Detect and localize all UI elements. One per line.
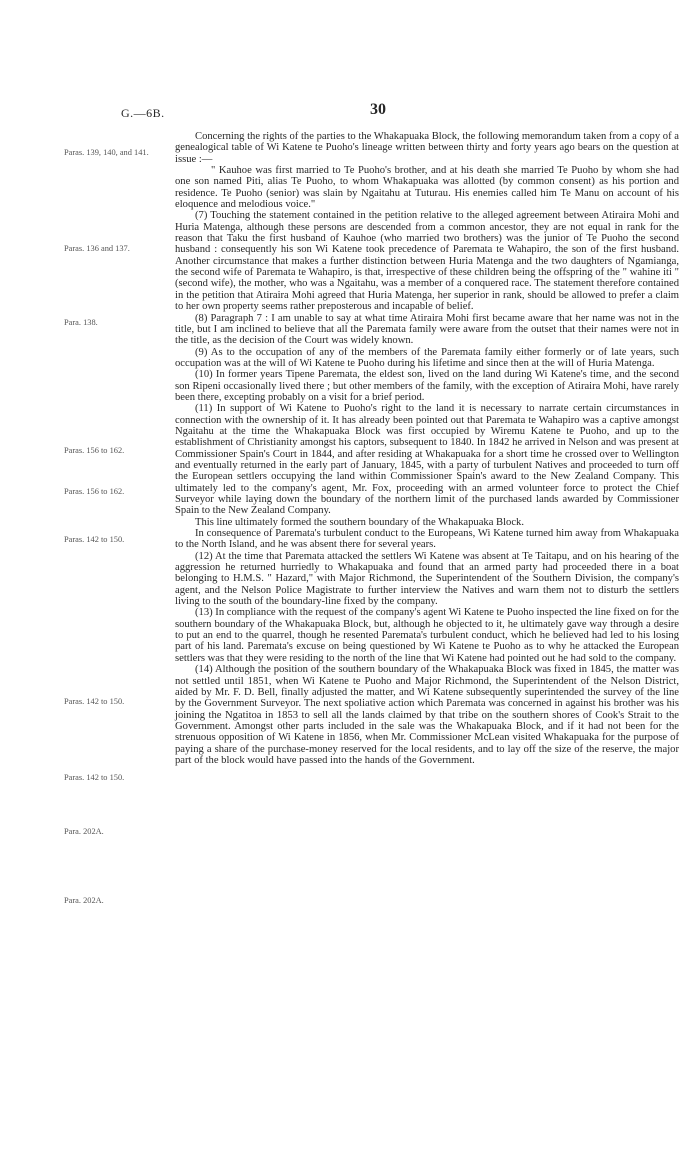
margin-note: Para. 202A. <box>64 896 104 905</box>
paragraph-12: (12) At the time that Paremata attacked the settlers Wi Katene was absent at Te Taitapu, and on his hearing of the aggression he returned hurriedly to Whakapuaka and found that an armed party had proceeded there in a boat belonging to H.M.S. " Hazard," with Major Richmond, the Superintendent of the Southern Division, the company's agent, and the Nelson Police Magistrate to further interview the Natives and warn them not to disturb the settlers living to the south of the boundary-line fixed by the company. <box>175 550 679 608</box>
margin-note: Paras. 156 to 162. <box>64 487 125 496</box>
margin-note: Paras. 136 and 137. <box>64 244 130 253</box>
margin-note: Paras. 142 to 150. <box>64 697 125 706</box>
margin-note: Para. 138. <box>64 318 98 327</box>
paragraph-10: (10) In former years Tipene Paremata, the eldest son, lived on the land during Wi Katene's time, and the second son Ripeni occasionally lived there ; but other members of the family, with the exception of Atiraira Mohi, have rarely been there, excepting probably on a visit for a brief period. <box>175 369 679 403</box>
margin-note: Paras. 142 to 150. <box>64 535 125 544</box>
paragraph-7: (7) Touching the statement contained in the petition relative to the alleged agreement between Atiraira Mohi and Huria Matenga, although these persons are descended from a common ancestor, they are not equal in rank for the reason that Taku the first husband of Kauhoe (who married two brothers) was the junior of Te Puoho the second husband : consequently his son Wi Katene took precedence of Paremata te Wahapiro, the son of the first husband. Another circumstance that makes a further distinction between Huria Matenga and the two daughters of Ngamianga, the second wife of Paremata te Wahapiro, is that, irrespective of these children being the offspring of the " wahine iti " (second wife), the mother, who was a Ngaitahu, was a member of a conquered race. The statement therefore contained in the petition that Atiraira Mohi agreed that Huria Matenga, her superior in rank, should be allowed to prefer a claim to her own property seems rather preposterous and incapable of belief. <box>175 210 679 313</box>
body-text <box>175 131 679 766</box>
margin-note: Para. 202A. <box>64 827 104 836</box>
page-reference: G.—6B. <box>121 106 165 120</box>
page-number: 30 <box>370 101 386 118</box>
margin-note: Paras. 139, 140, and 141. <box>64 148 149 157</box>
paragraph-intro: Concerning the rights of the parties to the Whakapuaka Block, the following memorandum taken from a copy of a genealogical table of Wi Katene te Puoho's lineage written between thirty and forty years ago bears on the question at issue :— <box>175 131 679 165</box>
paragraph-consequence: In consequence of Paremata's turbulent conduct to the Europeans, Wi Katene turned him away from Whakapuaka to the North Island, and he was absent there for several years. <box>175 528 679 551</box>
paragraph-8: (8) Paragraph 7 : I am unable to say at what time Atiraira Mohi first became aware that her name was not in the title, but I am inclined to believe that all the Paremata family were aware from the outset that their names were not in the title, as the decision of the Court was widely known. <box>175 312 679 347</box>
paragraph-boundary: This line ultimately formed the southern boundary of the Whakapuaka Block. <box>195 516 525 528</box>
margin-note: Paras. 142 to 150. <box>64 773 125 782</box>
paragraph-9: (9) As to the occupation of any of the members of the Paremata family either formerly or of late years, such occupation was at the will of Wi Katene te Puoho during his lifetime and since then at the will of Huria Matenga. <box>175 346 679 369</box>
margin-note: Paras. 156 to 162. <box>64 446 125 455</box>
paragraph-13: (13) In compliance with the request of the company's agent Wi Katene te Puoho inspected the line fixed on for the southern boundary of the Whakapuaka Block, but, although he objected to it, he ultimately gave way through a desire to put an end to the quarrel, though he resented Paremata's turbulent conduct, which he believed had led to his losing part of his land. Paremata's excuse on being questioned by Wi Katene te Puoho as to why he attacked the European settlers was that they were residing to the north of the line that Wi Katene had pointed out he had sold to the company. <box>175 607 679 664</box>
paragraph-11: (11) In support of Wi Katene to Puoho's right to the land it is necessary to narrate certain circumstances in connection with the ownership of it. It has already been pointed out that Paremata te Wahapiro was a captive amongst Ngaitahu at the time the Whakapuaka Block was first occupied by Wiremu Katene te Puoho, and up to the establishment of Christianity amongst his captors, subsequent to 1840. In 1842 he arrived in Nelson and was present at Commissioner Spain's Court in 1844, and after residing at Whakapuaka for a short time he crossed over to Wellington and eventually returned in the early part of January, 1845, with a party of turbulent Natives and proceeded to turn off the European settlers occupying the land within Commissioner Spain's award to the New Zealand Company. This ultimately led to the company's agent, Mr. Fox, proceeding with an armed volunteer force to protect the Chief Surveyor while laying down the boundary of the northern limit of the purchased lands awarded by Commissioner Spain to the New Zealand Company. <box>175 403 679 517</box>
paragraph-14: (14) Although the position of the southern boundary of the Whakapuaka Block was fixed in 1845, the matter was not settled until 1851, when Wi Katene te Puoho and Major Richmond, the Superintendent of the Nelson District, aided by Mr. F. D. Bell, finally adjusted the matter, and Wi Katene subsequently superintended the survey of the line by the Government Surveyor. The next spoliative action which Paremata was concerned in against his brother was his joining the Ngatitoa in 1853 to sell all the lands claimed by that tribe on the southern shores of Cook's Strait to the Government. Amongst other parts included in the sale was the Whakapuaka Block, and if it had not been for the strenuous opposition of Wi Katene in 1856, when Mr. Commissioner McLean visited Whakapuaka for the purpose of paying a share of the purchase-money reserved for the local residents, and to lay off the size of the reserve, the major part of the block would have passed into the hands of the Government. <box>175 664 679 766</box>
paragraph-quote: " Kauhoe was first married to Te Puoho's brother, and at his death she married Te Puoho by whom she had one son named Piti, alias Te Puoho, to whom Whakapuaka was allotted (by common consent) as his portion and residence. Te Puoho (senior) was slain by Ngaitahu at Tuturau. His enemies called him Te Manu on account of his eloquence and melodious voice." <box>175 165 679 211</box>
